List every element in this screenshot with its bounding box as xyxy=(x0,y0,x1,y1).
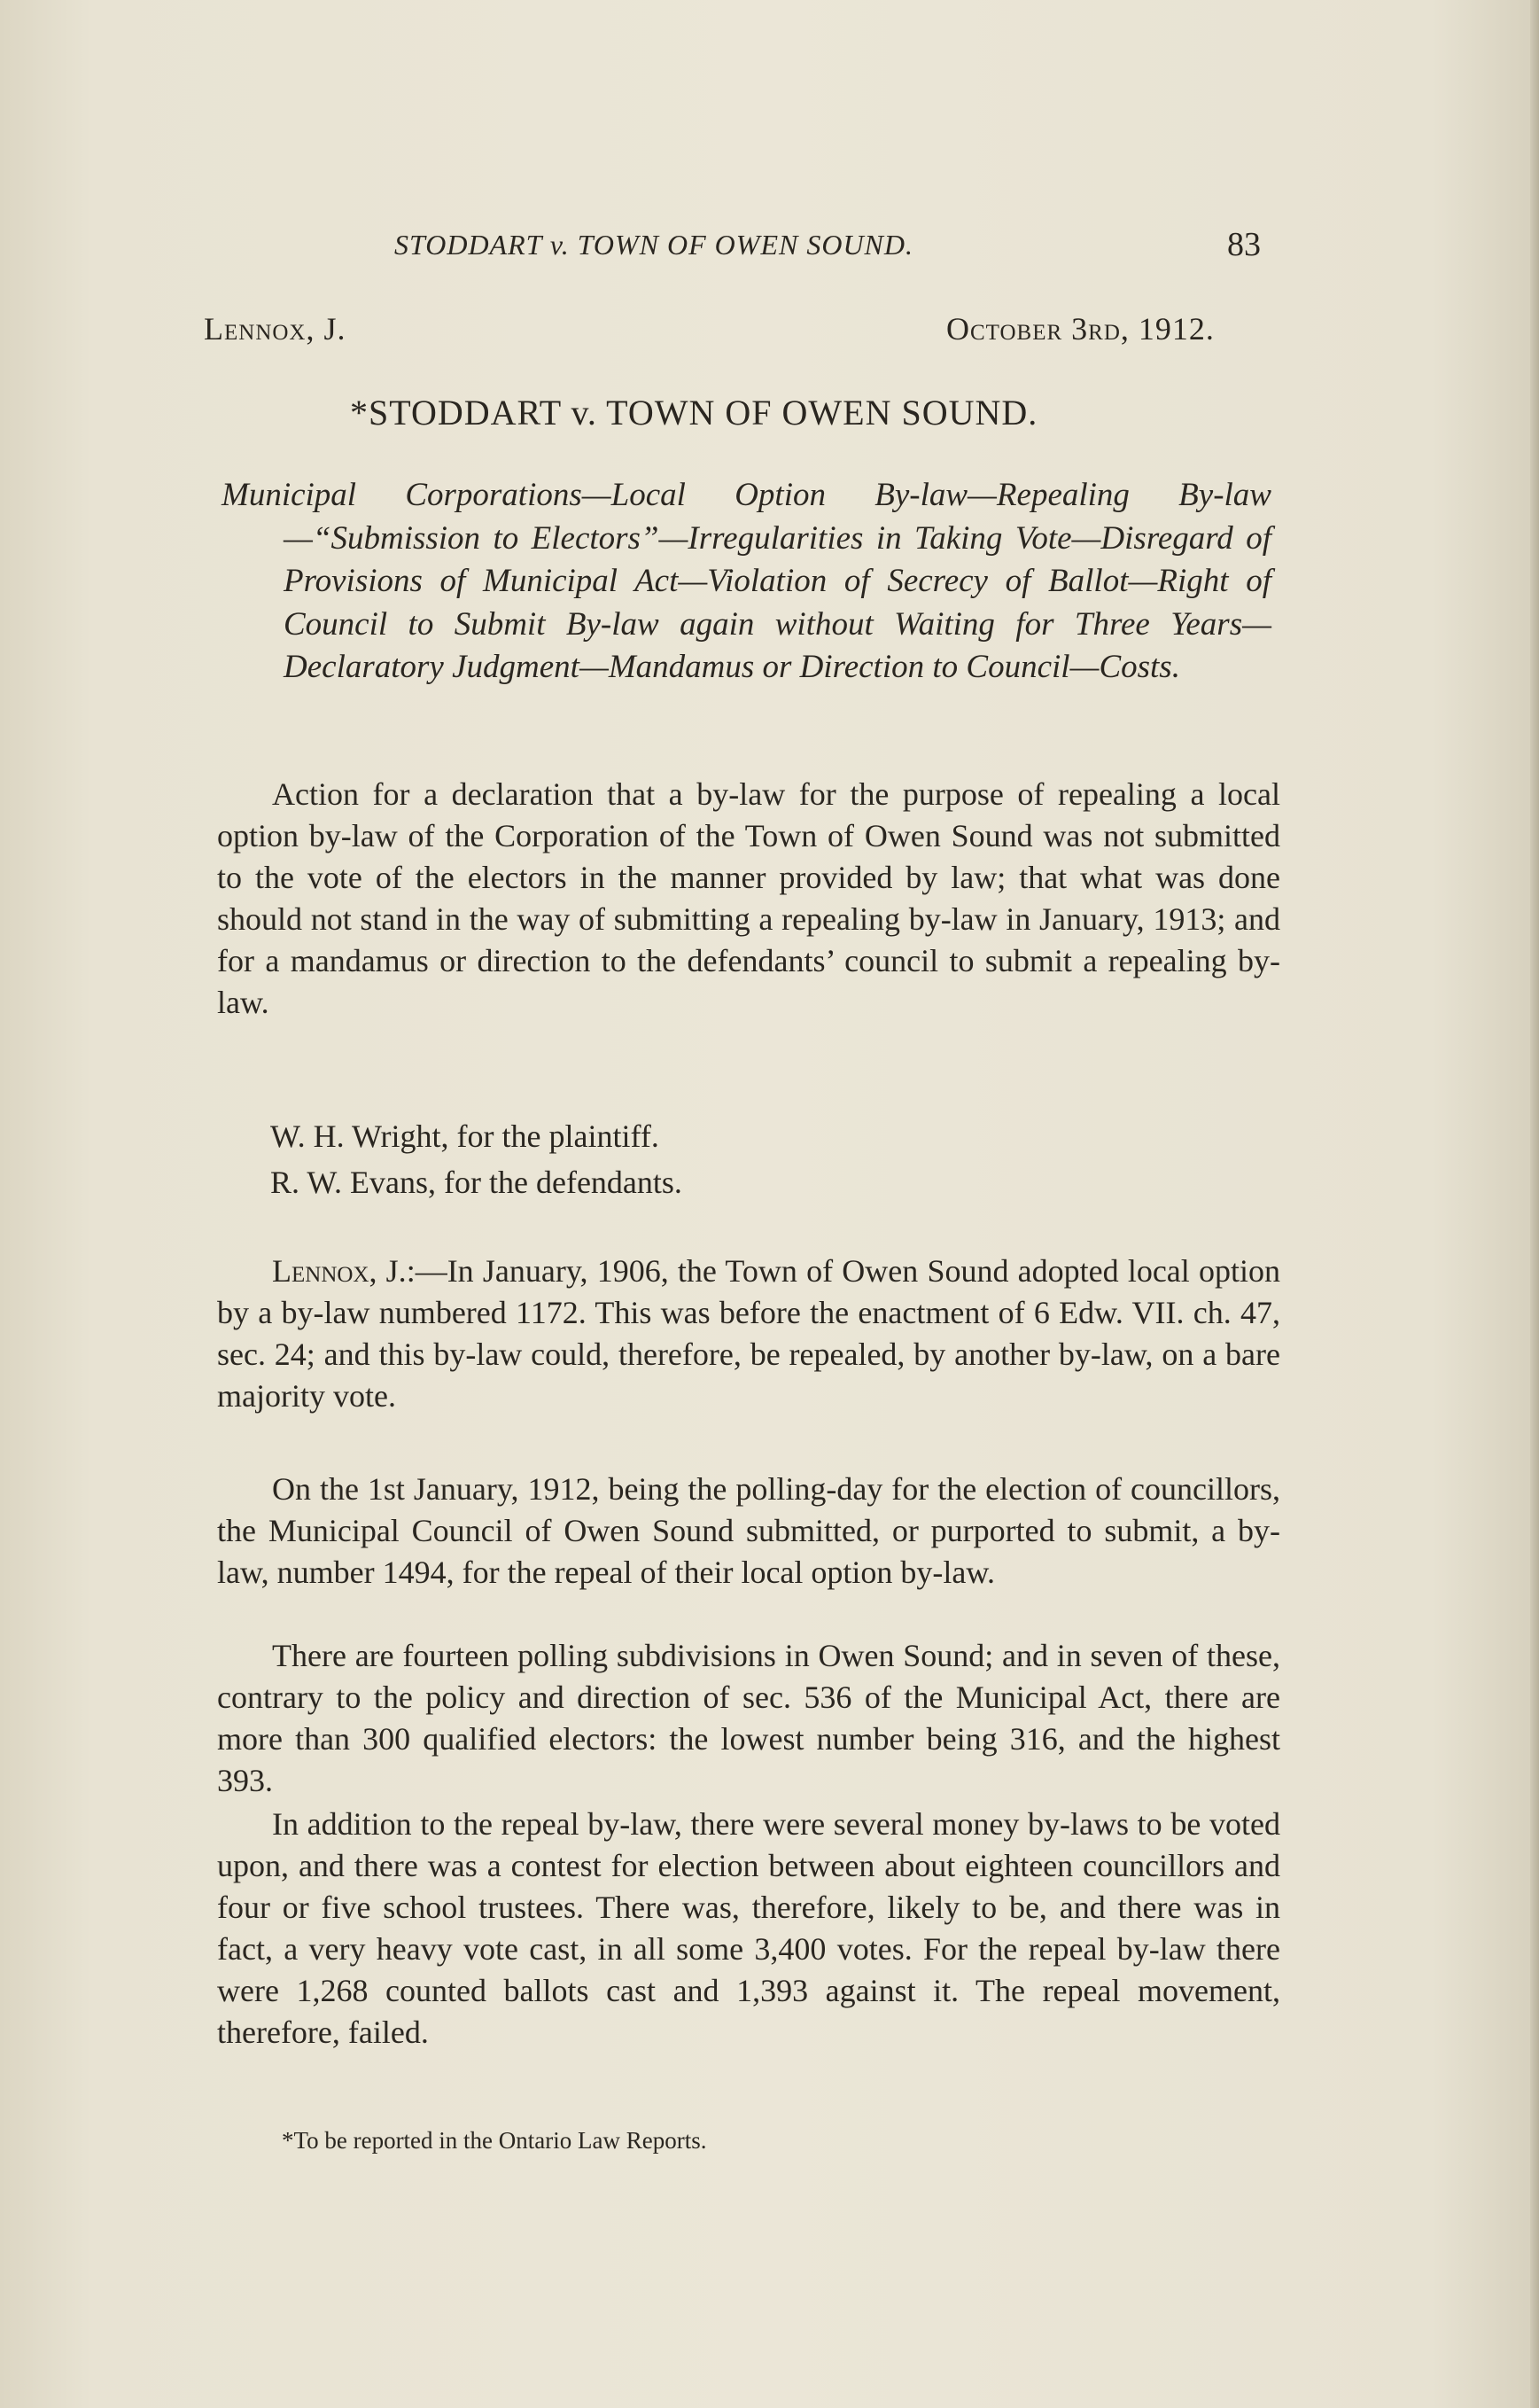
page-edge xyxy=(1530,0,1539,2408)
judgment-paragraph xyxy=(217,1251,1280,1417)
case-title: *STODDART v. TOWN OF OWEN SOUND. xyxy=(350,393,1038,433)
counsel-defendants: R. W. Evans, for the defendants. xyxy=(270,1165,682,1200)
judgment-paragraph: On the 1st January, 1912, being the polling-day for the election of councillors, the Municipal Council of Owen Sound submitted, or purported to submit, a by-law, number 1494, for the repeal of their local option by-law. xyxy=(217,1471,1280,1590)
running-head: STODDART v. TOWN OF OWEN SOUND. xyxy=(394,229,913,261)
case-summary: Action for a declaration that a by-law for the purpose of repealing a local option by-law of the Corporation of the Town of Owen Sound was not submitted to the vote of the electors in the manner provided by law; that what was done should not stand in the way of submitting a repealing by-law in January, 1913; and for a mandamus or direction to the defendants’ council to submit a repealing by-law. xyxy=(217,776,1280,1020)
page-number: 83 xyxy=(1227,226,1261,263)
judgment-paragraph: There are fourteen polling subdivisions in Owen Sound; and in seven of these, contrary to the policy and direction of sec. 536 of the Municipal Act, there are more than 300 qualified electors: the lowest number being 316, and the highest 393. xyxy=(217,1638,1280,1798)
judgment-paragraph: In addition to the repeal by-law, there were several money by-laws to be voted upon, and there was a contest for election between about eighteen councillors and four or five school trustees. There was, therefore, likely to be, and there was in fact, a very heavy vote cast, in all some 3,400 votes. For the repeal by-law there were 1,268 counted ballots cast and 1,393 against it. The repeal movement, therefore, failed. xyxy=(217,1806,1280,2050)
judge-name-lead: Lennox, J. xyxy=(272,1253,407,1289)
decision-date: October 3rd, 1912. xyxy=(946,311,1215,347)
judgment-paragraph-text: :—In January, 1906, the Town of Owen Sound adopted local option by a by-law numbered 1172. This was before the enactment of 6 Edw. VII. ch. 47, sec. 24; and this by-law could, therefore, be repealed, by another by-law, on a bare majority vote. xyxy=(217,1253,1280,1414)
counsel-plaintiff: W. H. Wright, for the plaintiff. xyxy=(270,1118,659,1154)
judge-line: Lennox, J. xyxy=(204,311,346,347)
footnote: *To be reported in the Ontario Law Reports. xyxy=(282,2127,707,2154)
headnote: Municipal Corporations—Local Option By-law—Repealing By-law—“Submission to Electors”—Irregularities in Taking Vote—Disregard of Provisions of Municipal Act—Violation of Secrecy of Ballot—Right of Council to Submit By-law again without Waiting for Three Years—Declaratory Judgment—Mandamus or Direction to Council—Costs. xyxy=(222,477,1271,685)
